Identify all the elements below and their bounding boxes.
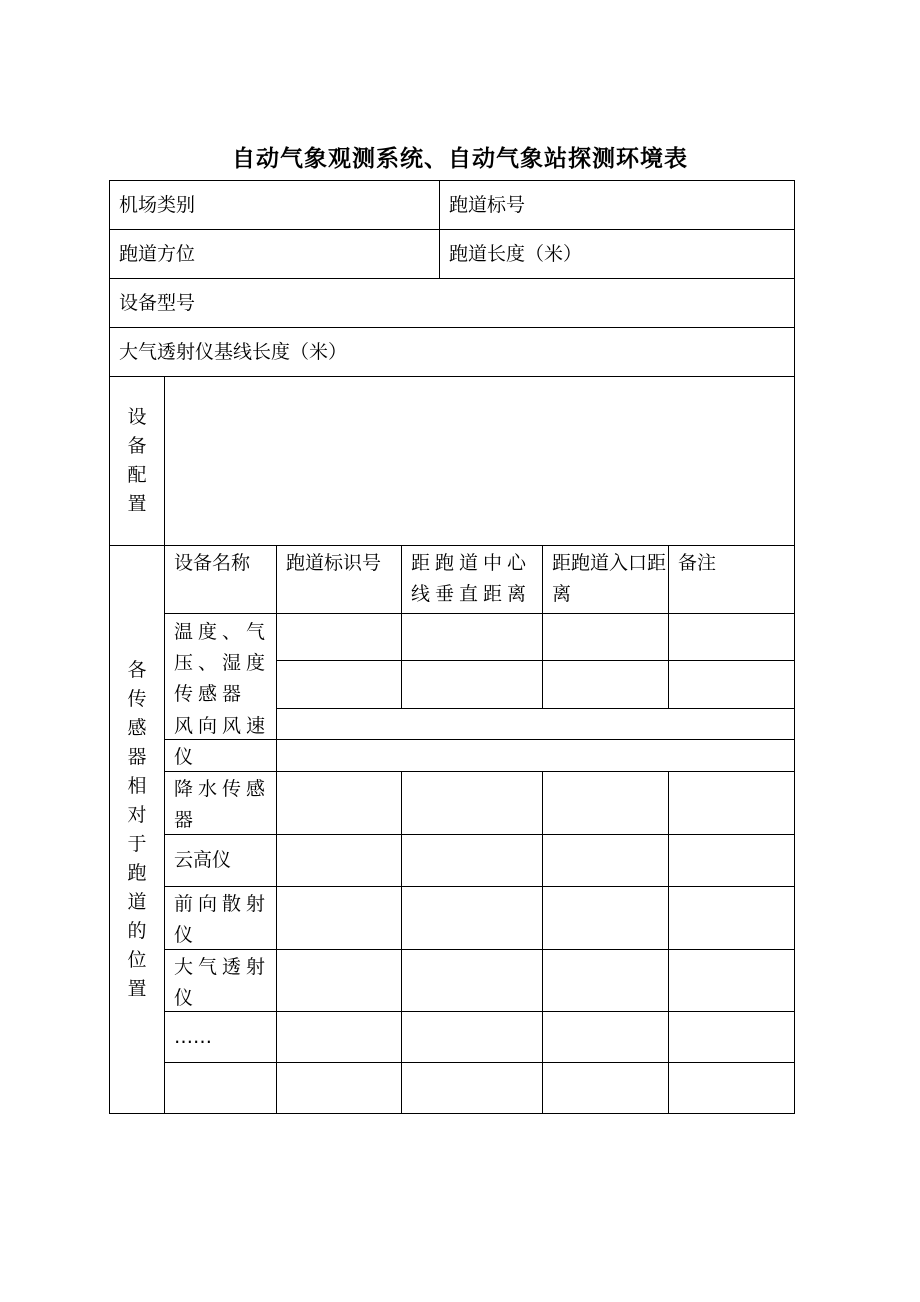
table-cell[interactable] — [543, 1063, 669, 1114]
header-remarks: 备注 — [669, 546, 795, 614]
table-cell[interactable] — [402, 950, 543, 1012]
header-device-name: 设备名称 — [165, 546, 277, 614]
runway-length-label: 跑道长度（米） — [449, 242, 583, 265]
table-cell[interactable] — [277, 835, 402, 887]
table-cell[interactable] — [277, 772, 402, 835]
device-name-temp-pressure-humidity: 温度、气压、湿度传感器 — [165, 614, 277, 740]
equipment-config-label-cell — [110, 377, 165, 546]
table-cell[interactable] — [277, 614, 402, 661]
table-cell[interactable] — [543, 661, 669, 709]
table-cell[interactable] — [277, 661, 402, 709]
device-name-more — [165, 1012, 277, 1063]
device-name-anemometer: 风向风速仪 — [165, 709, 277, 772]
table-cell[interactable] — [277, 950, 402, 1012]
table-cell[interactable] — [402, 614, 543, 661]
table-cell[interactable] — [277, 1063, 402, 1114]
table-cell[interactable] — [277, 740, 795, 772]
airport-category-label: 机场类别 — [119, 193, 196, 216]
table-cell[interactable] — [277, 887, 402, 950]
header-threshold-distance: 距跑道入口距离 — [543, 546, 669, 614]
equipment-config-value[interactable] — [165, 377, 795, 546]
table-cell[interactable] — [402, 661, 543, 709]
table-cell[interactable] — [669, 614, 795, 661]
table-cell[interactable] — [669, 950, 795, 1012]
device-name-empty[interactable] — [165, 1063, 277, 1114]
table-cell[interactable] — [543, 614, 669, 661]
equipment-config-label: 设备配置 — [127, 406, 147, 515]
table-cell[interactable] — [277, 709, 795, 740]
table-cell[interactable] — [669, 661, 795, 709]
runway-length-cell[interactable] — [440, 230, 795, 279]
sensor-position-label: 各传感器相对于跑道的位置 — [127, 658, 147, 1000]
transmissometer-baseline-label: 大气透射仪基线长度（米） — [119, 340, 348, 363]
equipment-model-cell[interactable] — [110, 279, 795, 328]
equipment-model-label: 设备型号 — [119, 291, 196, 314]
runway-number-cell[interactable] — [440, 181, 795, 230]
table-cell[interactable] — [669, 772, 795, 835]
device-name-ceilometer — [165, 835, 277, 887]
table-cell[interactable] — [402, 1063, 543, 1114]
header-centerline-distance: 距跑道中心线垂直距离 — [402, 546, 543, 614]
table-cell[interactable] — [277, 1012, 402, 1063]
sensor-position-label-cell — [110, 546, 165, 1114]
page-title: 自动气象观测系统、自动气象站探测环境表 — [232, 145, 688, 172]
table-cell[interactable] — [402, 835, 543, 887]
header-runway-id: 跑道标识号 — [277, 546, 402, 614]
table-cell[interactable] — [669, 835, 795, 887]
environment-table — [109, 180, 795, 1114]
table-cell[interactable] — [543, 950, 669, 1012]
airport-category-cell[interactable] — [110, 181, 440, 230]
table-cell[interactable] — [669, 1012, 795, 1063]
table-cell[interactable] — [402, 772, 543, 835]
device-name-forward-scatter: 前向散射仪 — [165, 887, 277, 950]
table-cell[interactable] — [543, 1012, 669, 1063]
table-cell[interactable] — [543, 772, 669, 835]
transmissometer-baseline-cell[interactable] — [110, 328, 795, 377]
device-name-precipitation: 降水传感器 — [165, 772, 277, 835]
runway-bearing-label: 跑道方位 — [119, 242, 196, 265]
device-name-ceilometer-text: 云高仪 — [174, 849, 232, 871]
table-cell[interactable] — [402, 1012, 543, 1063]
table-cell[interactable] — [669, 887, 795, 950]
table-cell[interactable] — [669, 1063, 795, 1114]
runway-bearing-cell[interactable] — [110, 230, 440, 279]
table-cell[interactable] — [543, 835, 669, 887]
device-name-more-text: …… — [174, 1025, 212, 1048]
device-name-transmissometer: 大气透射仪 — [165, 950, 277, 1012]
table-cell[interactable] — [402, 887, 543, 950]
table-cell[interactable] — [543, 887, 669, 950]
runway-number-label: 跑道标号 — [449, 193, 526, 216]
